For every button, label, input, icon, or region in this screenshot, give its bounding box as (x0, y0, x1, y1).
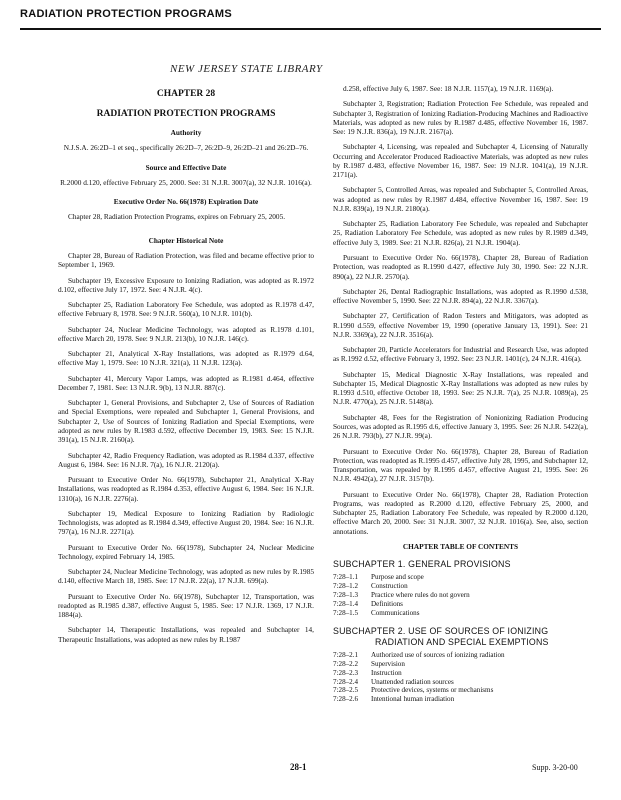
source-heading: Source and Effective Date (145, 162, 227, 172)
subchapter-2-toc (333, 651, 588, 704)
toc-section-number: 7:28–1.1 (333, 573, 359, 582)
toc-entry (333, 686, 588, 695)
history-paragraph: Subchapter 19, Excessive Exposure to Ionizing Radiation, was adopted as R.1972 d.102, effective July 17, 1972. See: 4 N.J.R. 4(c). (58, 275, 314, 294)
history-paragraph: Subchapter 24, Nuclear Medicine Technology, was adopted as new rules by R.1985 d.140, effective March 18, 1985. See: 17 N.J.R. 22(a), 17 N.J.R. 699(a). (58, 567, 314, 586)
toc-section-number: 7:28–2.6 (333, 695, 359, 704)
left-column (58, 84, 314, 650)
toc-entry (333, 695, 588, 704)
toc-section-number: 7:28–2.5 (333, 686, 359, 695)
supplement-date: Supp. 3-20-00 (532, 763, 578, 772)
eo-heading: Executive Order No. 66(1978) Expiration Date (113, 197, 259, 207)
history-paragraph: Subchapter 41, Mercury Vapor Lamps, was adopted as R.1981 d.464, effective December 7, 1981. See: 13 N.J.R. 9(b), 13 N.J.R. 887(c). (58, 373, 314, 392)
right-column (333, 84, 588, 704)
history-paragraph: Pursuant to Executive Order No. 66(1978), Chapter 28, Bureau of Radiation Protection, was readopted as R.1995 d.457, effective July 28, 1995, and Subchapter 12, Transportation, was repealed by R.1995 d.457, effective August 21, 1995. See: 26 N.J.R. 4942(a), 27 N.J.R. 3157(b). (333, 446, 588, 484)
history-paragraph: Subchapter 48, Fees for the Registration of Nonionizing Radiation Producing Sources, was adopted as R.1995 d.6, effective January 3, 1995. See: 26 N.J.R. 5422(a), 26 N.J.R. 793(b), 27 N.J.R. 99(a). (333, 412, 588, 441)
toc-section-number: 7:28–1.3 (333, 591, 359, 600)
history-heading: Chapter Historical Note (148, 235, 224, 245)
page-number: 28-1 (290, 762, 307, 772)
toc-section-title: Authorized use of sources of ionizing radiation (371, 650, 505, 659)
subchapter-2-title (333, 626, 588, 648)
toc-section-title: Purpose and scope (371, 573, 424, 582)
header-rule (20, 28, 601, 30)
toc-section-number: 7:28–1.5 (333, 608, 359, 617)
toc-entry (333, 591, 588, 600)
toc-entry (333, 651, 588, 660)
history-paragraph: Subchapter 5, Controlled Areas, was repealed and Subchapter 5, Controlled Areas, was adopted as new rules by R.1987 d.484, effective November 16, 1987. See: 19 N.J.R. 839(a), 19 N.J.R. 2180(a). (333, 185, 588, 213)
history-paragraph: Chapter 28, Bureau of Radiation Protection, was filed and became effective prior to September 1, 1969. (58, 250, 314, 270)
authority-text: N.J.S.A. 26:2D–1 et seq., specifically 26:2D–7, 26:2D–9, 26:2D–21 and 26:2D–76. (63, 143, 309, 153)
history-paragraph: Subchapter 4, Licensing, was repealed and Subchapter 4, Licensing of Naturally Occurring and Accelerator Produced Radioactive Materials, was adopted as new rules by R.1987 d.483, effective November 16, 1987. See: 19 N.J.R. 1041(a), 19 N.J.R. 2171(a). (333, 142, 588, 180)
toc-section-number: 7:28–2.4 (333, 677, 359, 686)
toc-section-number: 7:28–1.4 (333, 599, 359, 608)
history-paragraph: Pursuant to Executive Order No. 66(1978), Chapter 28, Radiation Protection Programs, was readopted as R.2000 d.120, effective February 25, 2000, and Subchapter 25, Radiation Laboratory Fee Schedule, was repealed by R.2000 d.120, effective March 20, 2000. See: 31 N.J.R. 3007, 32 N.J.R. 1016(a). See, also, section annotations. (333, 489, 588, 536)
chapter-title: RADIATION PROTECTION PROGRAMS (96, 109, 276, 120)
toc-section-title: Instruction (371, 668, 402, 677)
toc-section-title: Construction (371, 582, 408, 591)
history-paragraph: Subchapter 42, Radio Frequency Radiation, was adopted as R.1984 d.337, effective August 6, 1984. See: 16 N.J.R. 7(a), 16 N.J.R. 2120(a). (58, 450, 314, 469)
history-paragraph: Pursuant to Executive Order No. 66(1978), Subchapter 21, Analytical X-Ray Installations, was readopted as R.1984 d.353, effective August 6, 1984. See: 16 N.J.R. 1310(a), 16 N.J.R. 2276(a). (58, 475, 314, 503)
toc-entry (333, 600, 588, 609)
toc-section-number: 7:28–2.3 (333, 668, 359, 677)
library-stamp: NEW JERSEY STATE LIBRARY (170, 63, 323, 75)
subchapter-2-title-line1: SUBCHAPTER 2. USE OF SOURCES OF IONIZING (333, 625, 549, 636)
history-paragraph: Pursuant to Executive Order No. 66(1978), Subchapter 24, Nuclear Medicine Technology, expired February 14, 1985. (58, 542, 314, 561)
toc-entry (333, 582, 588, 591)
history-paragraph: Subchapter 25, Radiation Laboratory Fee Schedule, was adopted as R.1978 d.47, effective February 8, 1978. See: 9 N.J.R. 560(a), 10 N.J.R. 101(b). (58, 300, 314, 319)
toc-section-title: Unattended radiation sources (371, 677, 454, 686)
history-paragraph: Subchapter 1, General Provisions, and Subchapter 2, Use of Sources of Radiation and Special Exemptions, were repealed and Subchapter 1, General Provisions, and Subchapter 2, Use of Sources of Ionizing Radiation and Special Exemptions, were adopted as new rules by R.1983 d.592, effective December 19, 1983. See: 15 N.J.R. 391(a), 15 N.J.R. 2160(a). (58, 398, 314, 445)
chapter-number: CHAPTER 28 (156, 89, 216, 99)
history-paragraph: Subchapter 27, Certification of Radon Testers and Mitigators, was adopted as R.1990 d.559, effective November 19, 1990 (operative January 13, 1991). See: 21 N.J.R. 3369(a), 22 N.J.R. 3516(a). (333, 311, 588, 339)
history-continued (333, 84, 588, 536)
toc-section-number: 7:28–2.1 (333, 650, 359, 659)
toc-entry (333, 609, 588, 618)
eo-text: Chapter 28, Radiation Protection Programs, expires on February 25, 2005. (68, 212, 286, 222)
toc-section-title: Communications (371, 608, 420, 617)
history-paragraph: Subchapter 21, Analytical X-Ray Installations, was adopted as R.1979 d.64, effective May 1, 1979. See: 10 N.J.R. 321(a), 11 N.J.R. 123(a). (58, 349, 314, 368)
history-paragraph: Subchapter 15, Medical Diagnostic X-Ray Installations, was repealed and Subchapter 15, Medical Diagnostic X-Ray Installations was adopted as new rules by R.1993 d.510, effective October 18, 1993. See: 25 N.J.R. 7(a), 25 N.J.R. 1089(a), 25 N.J.R. 4770(a), 25 N.J.R. 5148(a). (333, 369, 588, 407)
subchapter-1-toc (333, 573, 588, 617)
toc-entry (333, 660, 588, 669)
history-paragraphs (58, 251, 314, 644)
toc-section-title: Protective devices, systems or mechanisms (371, 686, 494, 695)
history-paragraph: Pursuant to Executive Order No. 66(1978), Chapter 28, Bureau of Radiation Protection, was readopted as R.1990 d.427, effective July 30, 1990. See: 22 N.J.R. 890(a), 22 N.J.R. 2570(a). (333, 252, 588, 281)
history-paragraph: Pursuant to Executive Order No. 66(1978), Subchapter 12, Transportation, was readopted as R.1985 d.387, effective August 5, 1985. See: 17 N.J.R. 1369, 17 N.J.R. 1884(a). (58, 591, 314, 620)
toc-entry (333, 669, 588, 678)
toc-entry (333, 678, 588, 687)
history-paragraph: Subchapter 14, Therapeutic Installations, was repealed and Subchapter 14, Therapeutic Installations, was adopted as new rules by R.1987 (58, 625, 314, 644)
history-paragraph: d.258, effective July 6, 1987. See: 18 N.J.R. 1157(a), 19 N.J.R. 1169(a). (343, 84, 554, 93)
history-paragraph: Subchapter 25, Radiation Laboratory Fee Schedule, was repealed and Subchapter 25, Radiation Laboratory Fee Schedule, was adopted as new rules by R.1989 d.349, effective July 3, 1989. See: 21 N.J.R. 826(a), 21 N.J.R. 1904(a). (333, 219, 588, 247)
history-paragraph: Subchapter 20, Particle Accelerators for Industrial and Research Use, was adopted as R.1992 d.52, effective February 3, 1992. See: 23 N.J.R. 1401(c), 24 N.J.R. 416(a). (333, 345, 588, 364)
subchapter-2-title-line2: RADIATION AND SPECIAL EXEMPTIONS (375, 636, 549, 647)
history-paragraph: Subchapter 26, Dental Radiographic Installations, was adopted as R.1990 d.538, effective November 5, 1990. See: 22 N.J.R. 894(a), 22 N.J.R. 3367(a). (333, 286, 588, 306)
toc-entry (333, 573, 588, 582)
toc-section-title: Definitions (371, 599, 403, 608)
toc-section-number: 7:28–1.2 (333, 582, 359, 591)
history-paragraph: Subchapter 3, Registration; Radiation Protection Fee Schedule, was repealed and Subchapter 3, Registration of Ionizing Radiation-Producing Machines and Radioactive Materials, was adopted as new rules by R.1987 d.485, effective November 16, 1987. See: 19 N.J.R. 836(a), 19 N.J.R. 2167(a). (333, 99, 588, 137)
authority-heading: Authority (170, 128, 202, 138)
history-paragraph: Subchapter 24, Nuclear Medicine Technology, was adopted as R.1978 d.101, effective March 20, 1978. See: 9 N.J.R. 213(b), 10 N.J.R. 146(c). (58, 324, 314, 343)
running-header: RADIATION PROTECTION PROGRAMS (20, 8, 232, 20)
toc-section-title: Intentional human irradiation (371, 695, 455, 704)
subchapter-1-title: SUBCHAPTER 1. GENERAL PROVISIONS (333, 559, 511, 570)
history-paragraph: Subchapter 19, Medical Exposure to Ionizing Radiation by Radiologic Technologists, was adopted as R.1984 d.349, effective August 20, 1984. See: 16 N.J.R. 797(a), 16 N.J.R. 2271(a). (58, 508, 314, 537)
toc-section-title: Practice where rules do not govern (371, 591, 470, 600)
toc-section-title: Supervision (371, 659, 405, 668)
source-text: R.2000 d.120, effective February 25, 2000. See: 31 N.J.R. 3007(a), 32 N.J.R. 1016(a). (60, 177, 312, 187)
toc-section-number: 7:28–2.2 (333, 659, 359, 668)
toc-heading: CHAPTER TABLE OF CONTENTS (402, 541, 519, 551)
